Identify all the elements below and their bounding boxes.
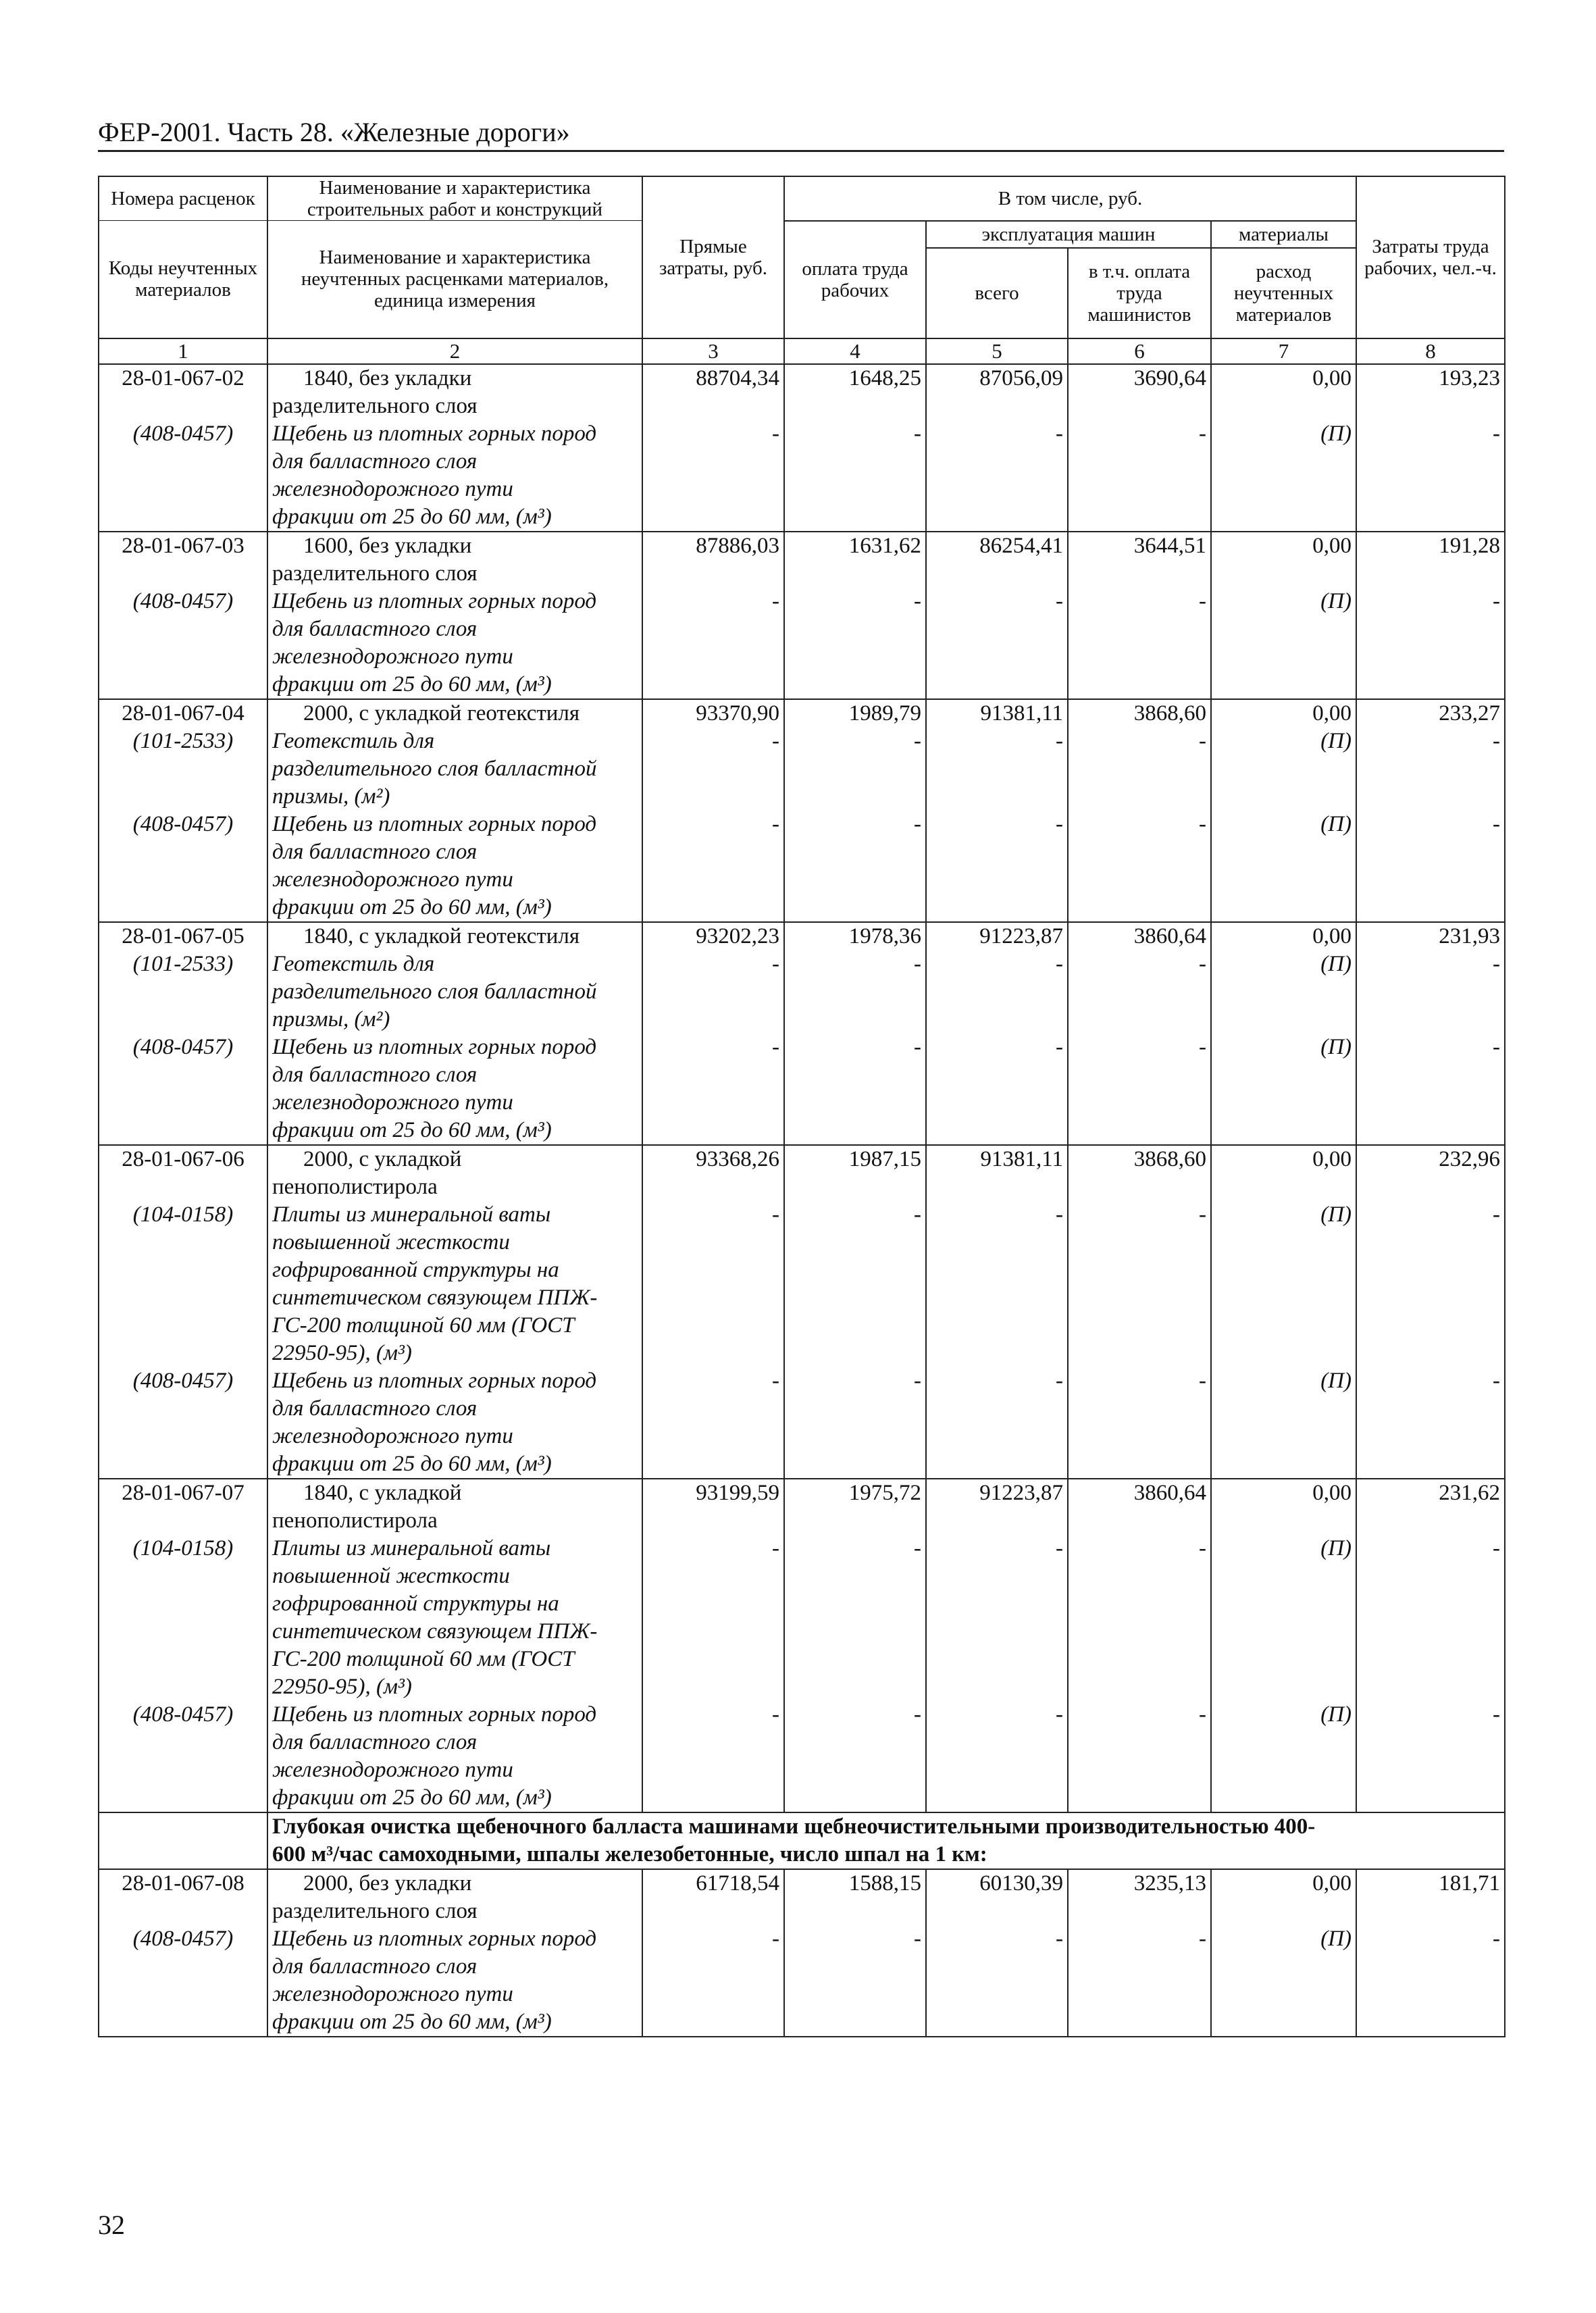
rate-row xyxy=(99,1145,1505,1201)
rate-row xyxy=(99,364,1505,420)
material-name: Щебень из плотных горных пород для балластного слоя железнодорожного пути фракции от 25 до 60 мм, (м³) xyxy=(267,1701,642,1812)
dash: - xyxy=(1068,588,1211,699)
material-name: Щебень из плотных горных пород для балластного слоя железнодорожного пути фракции от 25 до 60 мм, (м³) xyxy=(267,811,642,922)
materials-cost: 0,00 xyxy=(1211,532,1356,588)
dash: - xyxy=(926,1201,1068,1367)
machines-total: 86254,41 xyxy=(926,532,1068,588)
rate-row xyxy=(99,922,1505,950)
dash: - xyxy=(1356,1367,1505,1479)
col-number: 2 xyxy=(267,338,642,364)
material-code: (101-2533) xyxy=(99,728,267,811)
dash: - xyxy=(1356,811,1505,922)
material-row xyxy=(99,1034,1505,1145)
dash: - xyxy=(784,588,926,699)
dash: - xyxy=(784,1367,926,1479)
dash: - xyxy=(642,588,784,699)
section-spacer xyxy=(99,1812,267,1869)
col-number: 4 xyxy=(784,338,926,364)
material-code: (408-0457) xyxy=(99,1701,267,1812)
material-flag: (П) xyxy=(1211,728,1356,811)
labor-hours: 231,62 xyxy=(1356,1479,1505,1535)
dash: - xyxy=(784,1034,926,1145)
dash: - xyxy=(1356,1701,1505,1812)
col8-header: Затраты труда рабочих, чел.-ч. xyxy=(1356,176,1505,338)
materials-cost: 0,00 xyxy=(1211,364,1356,420)
rate-code: 28-01-067-06 xyxy=(99,1145,267,1201)
material-name: Плиты из минеральной ваты повышенной жесткости гофрированной структуры на синтетическом связующем ППЖ- ГС-200 толщиной 60 мм (ГОСТ 22950-95), (м³) xyxy=(267,1201,642,1367)
dash: - xyxy=(642,1367,784,1479)
material-name: Щебень из плотных горных пород для балластного слоя железнодорожного пути фракции от 25 до 60 мм, (м³) xyxy=(267,1367,642,1479)
material-name: Щебень из плотных горных пород для балластного слоя железнодорожного пути фракции от 25 до 60 мм, (м³) xyxy=(267,588,642,699)
dash: - xyxy=(1068,1925,1211,2037)
col2-header-bottom: Наименование и характеристика неучтенных расценками материалов, единица измерения xyxy=(267,221,642,338)
material-row xyxy=(99,1367,1505,1479)
material-name: Щебень из плотных горных пород для балластного слоя железнодорожного пути фракции от 25 до 60 мм, (м³) xyxy=(267,1034,642,1145)
dash: - xyxy=(1068,1535,1211,1701)
labor-hours: 231,93 xyxy=(1356,922,1505,950)
materials-cost: 0,00 xyxy=(1211,922,1356,950)
material-row xyxy=(99,1925,1505,2037)
labor-hours: 181,71 xyxy=(1356,1869,1505,1925)
dash: - xyxy=(1356,950,1505,1034)
dash: - xyxy=(926,811,1068,922)
material-row xyxy=(99,728,1505,811)
labor-pay: 1978,36 xyxy=(784,922,926,950)
dash: - xyxy=(1068,1367,1211,1479)
dash: - xyxy=(1356,420,1505,532)
dash: - xyxy=(642,950,784,1034)
col2-header-top: Наименование и характеристика строительных работ и конструкций xyxy=(267,176,642,221)
material-flag: (П) xyxy=(1211,1701,1356,1812)
dash: - xyxy=(784,1701,926,1812)
direct-costs: 61718,54 xyxy=(642,1869,784,1925)
table-body xyxy=(99,364,1505,2037)
materials-cost: 0,00 xyxy=(1211,699,1356,728)
labor-hours: 191,28 xyxy=(1356,532,1505,588)
material-code: (408-0457) xyxy=(99,588,267,699)
materials-cost: 0,00 xyxy=(1211,1479,1356,1535)
machinists-pay: 3860,64 xyxy=(1068,1479,1211,1535)
material-flag: (П) xyxy=(1211,950,1356,1034)
rate-code: 28-01-067-05 xyxy=(99,922,267,950)
dash: - xyxy=(784,420,926,532)
dash: - xyxy=(926,420,1068,532)
labor-pay: 1648,25 xyxy=(784,364,926,420)
material-code: (104-0158) xyxy=(99,1535,267,1701)
material-row xyxy=(99,950,1505,1034)
dash: - xyxy=(1356,1201,1505,1367)
dash: - xyxy=(926,1367,1068,1479)
rate-code: 28-01-067-02 xyxy=(99,364,267,420)
col5-header: всего xyxy=(926,248,1068,338)
material-row xyxy=(99,811,1505,922)
materials-group-header: материалы xyxy=(1211,221,1356,248)
rate-row xyxy=(99,1869,1505,1925)
labor-pay: 1631,62 xyxy=(784,532,926,588)
header-rule xyxy=(98,150,1504,152)
rates-table xyxy=(98,176,1505,2037)
dash: - xyxy=(784,811,926,922)
machinists-pay: 3868,60 xyxy=(1068,699,1211,728)
dash: - xyxy=(926,1034,1068,1145)
dash: - xyxy=(642,811,784,922)
col3-header: Прямые затраты, руб. xyxy=(642,176,784,338)
dash: - xyxy=(1068,1201,1211,1367)
material-flag: (П) xyxy=(1211,1201,1356,1367)
material-row xyxy=(99,1701,1505,1812)
material-name: Геотекстиль для разделительного слоя балластной призмы, (м²) xyxy=(267,728,642,811)
dash: - xyxy=(1356,588,1505,699)
page-number: 32 xyxy=(98,2210,125,2240)
direct-costs: 93199,59 xyxy=(642,1479,784,1535)
material-code: (408-0457) xyxy=(99,420,267,532)
work-name: 2000, без укладки разделительного слоя xyxy=(267,1869,642,1925)
col-number: 8 xyxy=(1356,338,1505,364)
labor-pay: 1588,15 xyxy=(784,1869,926,1925)
material-flag: (П) xyxy=(1211,1535,1356,1701)
dash: - xyxy=(926,1701,1068,1812)
machines-total: 91223,87 xyxy=(926,1479,1068,1535)
work-name: 1840, с укладкой геотекстиля xyxy=(267,922,642,950)
section-title: Глубокая очистка щебеночного балласта машинами щебнеочистительными производительностью 400- 600 м³/час самоходными, шпалы железобетонные, число шпал на 1 км: xyxy=(267,1812,1505,1869)
rate-row xyxy=(99,532,1505,588)
dash: - xyxy=(1068,1034,1211,1145)
machines-total: 91381,11 xyxy=(926,1145,1068,1201)
direct-costs: 93370,90 xyxy=(642,699,784,728)
dash: - xyxy=(1068,811,1211,922)
rate-row xyxy=(99,699,1505,728)
material-code: (408-0457) xyxy=(99,1034,267,1145)
dash: - xyxy=(642,728,784,811)
material-row xyxy=(99,420,1505,532)
material-flag: (П) xyxy=(1211,1034,1356,1145)
material-name: Геотекстиль для разделительного слоя балластной призмы, (м²) xyxy=(267,950,642,1034)
labor-hours: 233,27 xyxy=(1356,699,1505,728)
dash: - xyxy=(926,1535,1068,1701)
col4-header: оплата труда рабочих xyxy=(784,221,926,338)
material-flag: (П) xyxy=(1211,1367,1356,1479)
col6-header: в т.ч. оплата труда машинистов xyxy=(1068,248,1211,338)
dash: - xyxy=(1068,728,1211,811)
machinists-pay: 3235,13 xyxy=(1068,1869,1211,1925)
work-name: 2000, с укладкой пенополистирола xyxy=(267,1145,642,1201)
dash: - xyxy=(642,1201,784,1367)
dash: - xyxy=(642,420,784,532)
labor-pay: 1989,79 xyxy=(784,699,926,728)
rate-row xyxy=(99,1479,1505,1535)
material-flag: (П) xyxy=(1211,588,1356,699)
direct-costs: 93368,26 xyxy=(642,1145,784,1201)
dash: - xyxy=(1356,1925,1505,2037)
col1-header-bottom: Коды неучтенных материалов xyxy=(99,221,267,338)
incl-group-header: В том числе, руб. xyxy=(784,176,1356,221)
section-row xyxy=(99,1812,1505,1869)
dash: - xyxy=(642,1701,784,1812)
labor-hours: 193,23 xyxy=(1356,364,1505,420)
machinists-pay: 3868,60 xyxy=(1068,1145,1211,1201)
dash: - xyxy=(784,1925,926,2037)
dash: - xyxy=(784,1201,926,1367)
work-name: 2000, с укладкой геотекстиля xyxy=(267,699,642,728)
col-number: 7 xyxy=(1211,338,1356,364)
material-code: (104-0158) xyxy=(99,1201,267,1367)
material-row xyxy=(99,588,1505,699)
dash: - xyxy=(926,588,1068,699)
material-name: Щебень из плотных горных пород для балластного слоя железнодорожного пути фракции от 25 до 60 мм, (м³) xyxy=(267,420,642,532)
col1-header-top: Номера расценок xyxy=(99,176,267,221)
running-header: ФЕР-2001. Часть 28. «Железные дороги» xyxy=(98,117,570,147)
machinists-pay: 3690,64 xyxy=(1068,364,1211,420)
rate-code: 28-01-067-08 xyxy=(99,1869,267,1925)
col-number: 6 xyxy=(1068,338,1211,364)
machines-total: 87056,09 xyxy=(926,364,1068,420)
col-number: 1 xyxy=(99,338,267,364)
rate-code: 28-01-067-04 xyxy=(99,699,267,728)
dash: - xyxy=(642,1034,784,1145)
dash: - xyxy=(784,950,926,1034)
dash: - xyxy=(926,1925,1068,2037)
rate-code: 28-01-067-03 xyxy=(99,532,267,588)
machines-group-header: эксплуатация машин xyxy=(926,221,1211,248)
rate-code: 28-01-067-07 xyxy=(99,1479,267,1535)
machines-total: 91223,87 xyxy=(926,922,1068,950)
direct-costs: 88704,34 xyxy=(642,364,784,420)
material-flag: (П) xyxy=(1211,1925,1356,2037)
material-code: (408-0457) xyxy=(99,1925,267,2037)
dash: - xyxy=(926,950,1068,1034)
column-number-row xyxy=(99,338,1505,364)
labor-pay: 1987,15 xyxy=(784,1145,926,1201)
work-name: 1600, без укладки разделительного слоя xyxy=(267,532,642,588)
materials-cost: 0,00 xyxy=(1211,1145,1356,1201)
dash: - xyxy=(1068,420,1211,532)
col-number: 3 xyxy=(642,338,784,364)
dash: - xyxy=(784,728,926,811)
direct-costs: 93202,23 xyxy=(642,922,784,950)
dash: - xyxy=(1356,1535,1505,1701)
work-name: 1840, без укладки разделительного слоя xyxy=(267,364,642,420)
work-name: 1840, с укладкой пенополистирола xyxy=(267,1479,642,1535)
machines-total: 91381,11 xyxy=(926,699,1068,728)
dash: - xyxy=(1068,950,1211,1034)
labor-pay: 1975,72 xyxy=(784,1479,926,1535)
labor-hours: 232,96 xyxy=(1356,1145,1505,1201)
machinists-pay: 3644,51 xyxy=(1068,532,1211,588)
material-row xyxy=(99,1535,1505,1701)
direct-costs: 87886,03 xyxy=(642,532,784,588)
material-name: Плиты из минеральной ваты повышенной жесткости гофрированной структуры на синтетическом связующем ППЖ- ГС-200 толщиной 60 мм (ГОСТ 22950-95), (м³) xyxy=(267,1535,642,1701)
col-number: 5 xyxy=(926,338,1068,364)
material-code: (408-0457) xyxy=(99,1367,267,1479)
dash: - xyxy=(642,1925,784,2037)
machines-total: 60130,39 xyxy=(926,1869,1068,1925)
material-name: Щебень из плотных горных пород для балластного слоя железнодорожного пути фракции от 25 до 60 мм, (м³) xyxy=(267,1925,642,2037)
material-code: (101-2533) xyxy=(99,950,267,1034)
col7-header: расход неучтенных материалов xyxy=(1211,248,1356,338)
machinists-pay: 3860,64 xyxy=(1068,922,1211,950)
material-row xyxy=(99,1201,1505,1367)
dash: - xyxy=(784,1535,926,1701)
material-flag: (П) xyxy=(1211,420,1356,532)
material-code: (408-0457) xyxy=(99,811,267,922)
material-flag: (П) xyxy=(1211,811,1356,922)
dash: - xyxy=(1068,1701,1211,1812)
dash: - xyxy=(1356,728,1505,811)
dash: - xyxy=(1356,1034,1505,1145)
dash: - xyxy=(642,1535,784,1701)
materials-cost: 0,00 xyxy=(1211,1869,1356,1925)
dash: - xyxy=(926,728,1068,811)
